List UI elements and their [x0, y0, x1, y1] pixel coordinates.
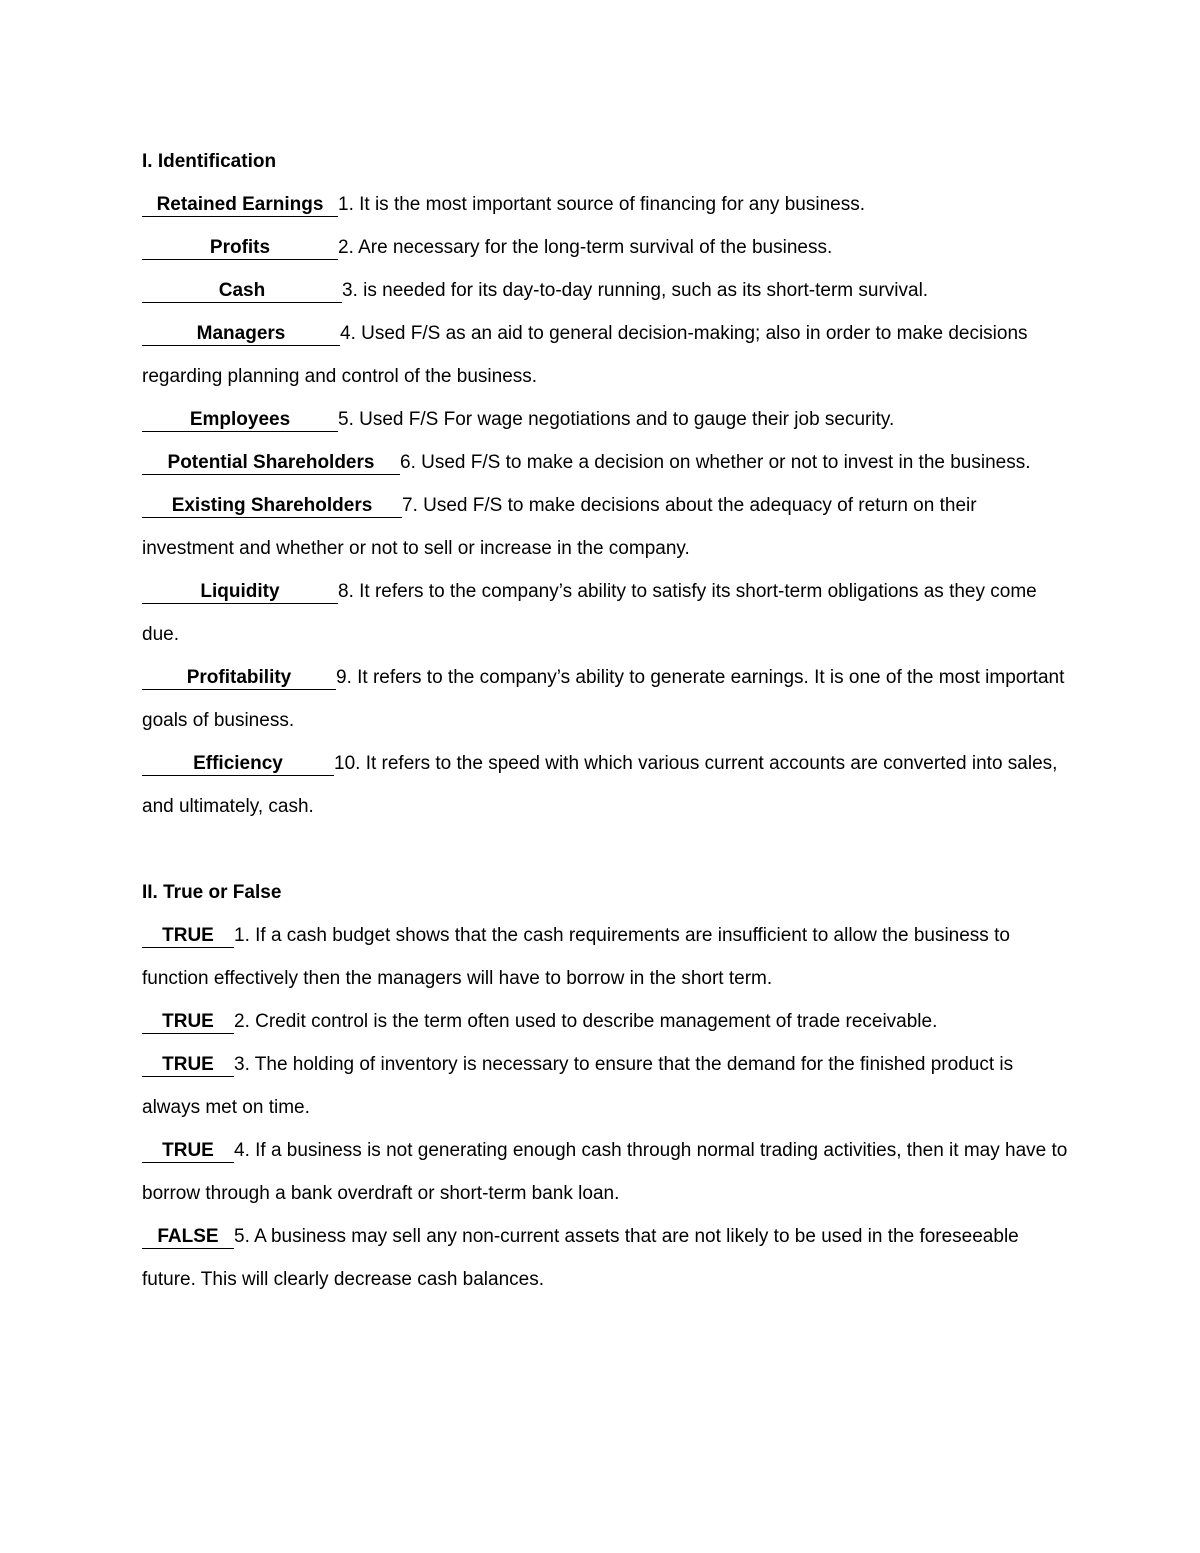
section-spacer	[142, 828, 1072, 871]
answer-blank: Employees	[142, 409, 338, 432]
answer-blank: Profits	[142, 237, 338, 260]
question-text: 5. A business may sell any non-current assets that are not likely to be used in the foreseeable future. This will clearly decrease cash balances.	[142, 1226, 1019, 1290]
question-text: 8. It refers to the company’s ability to satisfy its short-term obligations as they come due.	[142, 581, 1037, 645]
answer-blank: TRUE	[142, 1054, 234, 1077]
identification-item-2	[142, 226, 1072, 269]
question-text: 4. Used F/S as an aid to general decision-making; also in order to make decisions regarding planning and control of the business.	[142, 323, 1028, 387]
question-text: 7. Used F/S to make decisions about the adequacy of return on their investment and whether or not to sell or increase in the company.	[142, 495, 977, 559]
question-text: 3. is needed for its day-to-day running, such as its short-term survival.	[342, 280, 929, 301]
true-false-item-4	[142, 1129, 1072, 1215]
question-text: 3. The holding of inventory is necessary to ensure that the demand for the finished product is always met on time.	[142, 1054, 1014, 1118]
question-text: 10. It refers to the speed with which various current accounts are converted into sales, and ultimately, cash.	[142, 753, 1058, 817]
answer-blank: Potential Shareholders	[142, 452, 400, 475]
document-page	[142, 140, 1072, 1301]
answer-blank: TRUE	[142, 925, 234, 948]
section-heading-identification: I. Identification	[142, 151, 277, 172]
true-false-item-5	[142, 1215, 1072, 1301]
question-text: 4. If a business is not generating enough cash through normal trading activities, then it may have to borrow through a bank overdraft or short-term bank loan.	[142, 1140, 1068, 1204]
answer-blank: TRUE	[142, 1011, 234, 1034]
answer-blank: Retained Earnings	[142, 194, 338, 217]
question-text: 2. Are necessary for the long-term survival of the business.	[338, 237, 833, 258]
identification-item-7	[142, 484, 1072, 570]
answer-blank: FALSE	[142, 1226, 234, 1249]
question-text: 5. Used F/S For wage negotiations and to gauge their job security.	[338, 409, 895, 430]
identification-item-6	[142, 441, 1072, 484]
true-false-item-2	[142, 1000, 1072, 1043]
answer-blank: TRUE	[142, 1140, 234, 1163]
answer-blank: Efficiency	[142, 753, 334, 776]
question-text: 6. Used F/S to make a decision on whether or not to invest in the business.	[400, 452, 1031, 473]
answer-blank: Managers	[142, 323, 340, 346]
true-false-item-1	[142, 914, 1072, 1000]
identification-item-9	[142, 656, 1072, 742]
identification-item-1	[142, 183, 1072, 226]
answer-blank: Profitability	[142, 667, 336, 690]
answer-blank: Liquidity	[142, 581, 338, 604]
section-heading-true-false: II. True or False	[142, 882, 282, 903]
true-false-item-3	[142, 1043, 1072, 1129]
identification-item-3	[142, 269, 1072, 312]
question-text: 2. Credit control is the term often used to describe management of trade receivable.	[234, 1011, 938, 1032]
question-text: 9. It refers to the company’s ability to generate earnings. It is one of the most important goals of business.	[142, 667, 1065, 731]
answer-blank: Cash	[142, 280, 342, 303]
answer-blank: Existing Shareholders	[142, 495, 402, 518]
identification-item-8	[142, 570, 1072, 656]
question-text: 1. If a cash budget shows that the cash requirements are insufficient to allow the business to function effectively then the managers will have to borrow in the short term.	[142, 925, 1010, 989]
identification-item-10	[142, 742, 1072, 828]
question-text: 1. It is the most important source of financing for any business.	[338, 194, 865, 215]
identification-item-4	[142, 312, 1072, 398]
identification-item-5	[142, 398, 1072, 441]
